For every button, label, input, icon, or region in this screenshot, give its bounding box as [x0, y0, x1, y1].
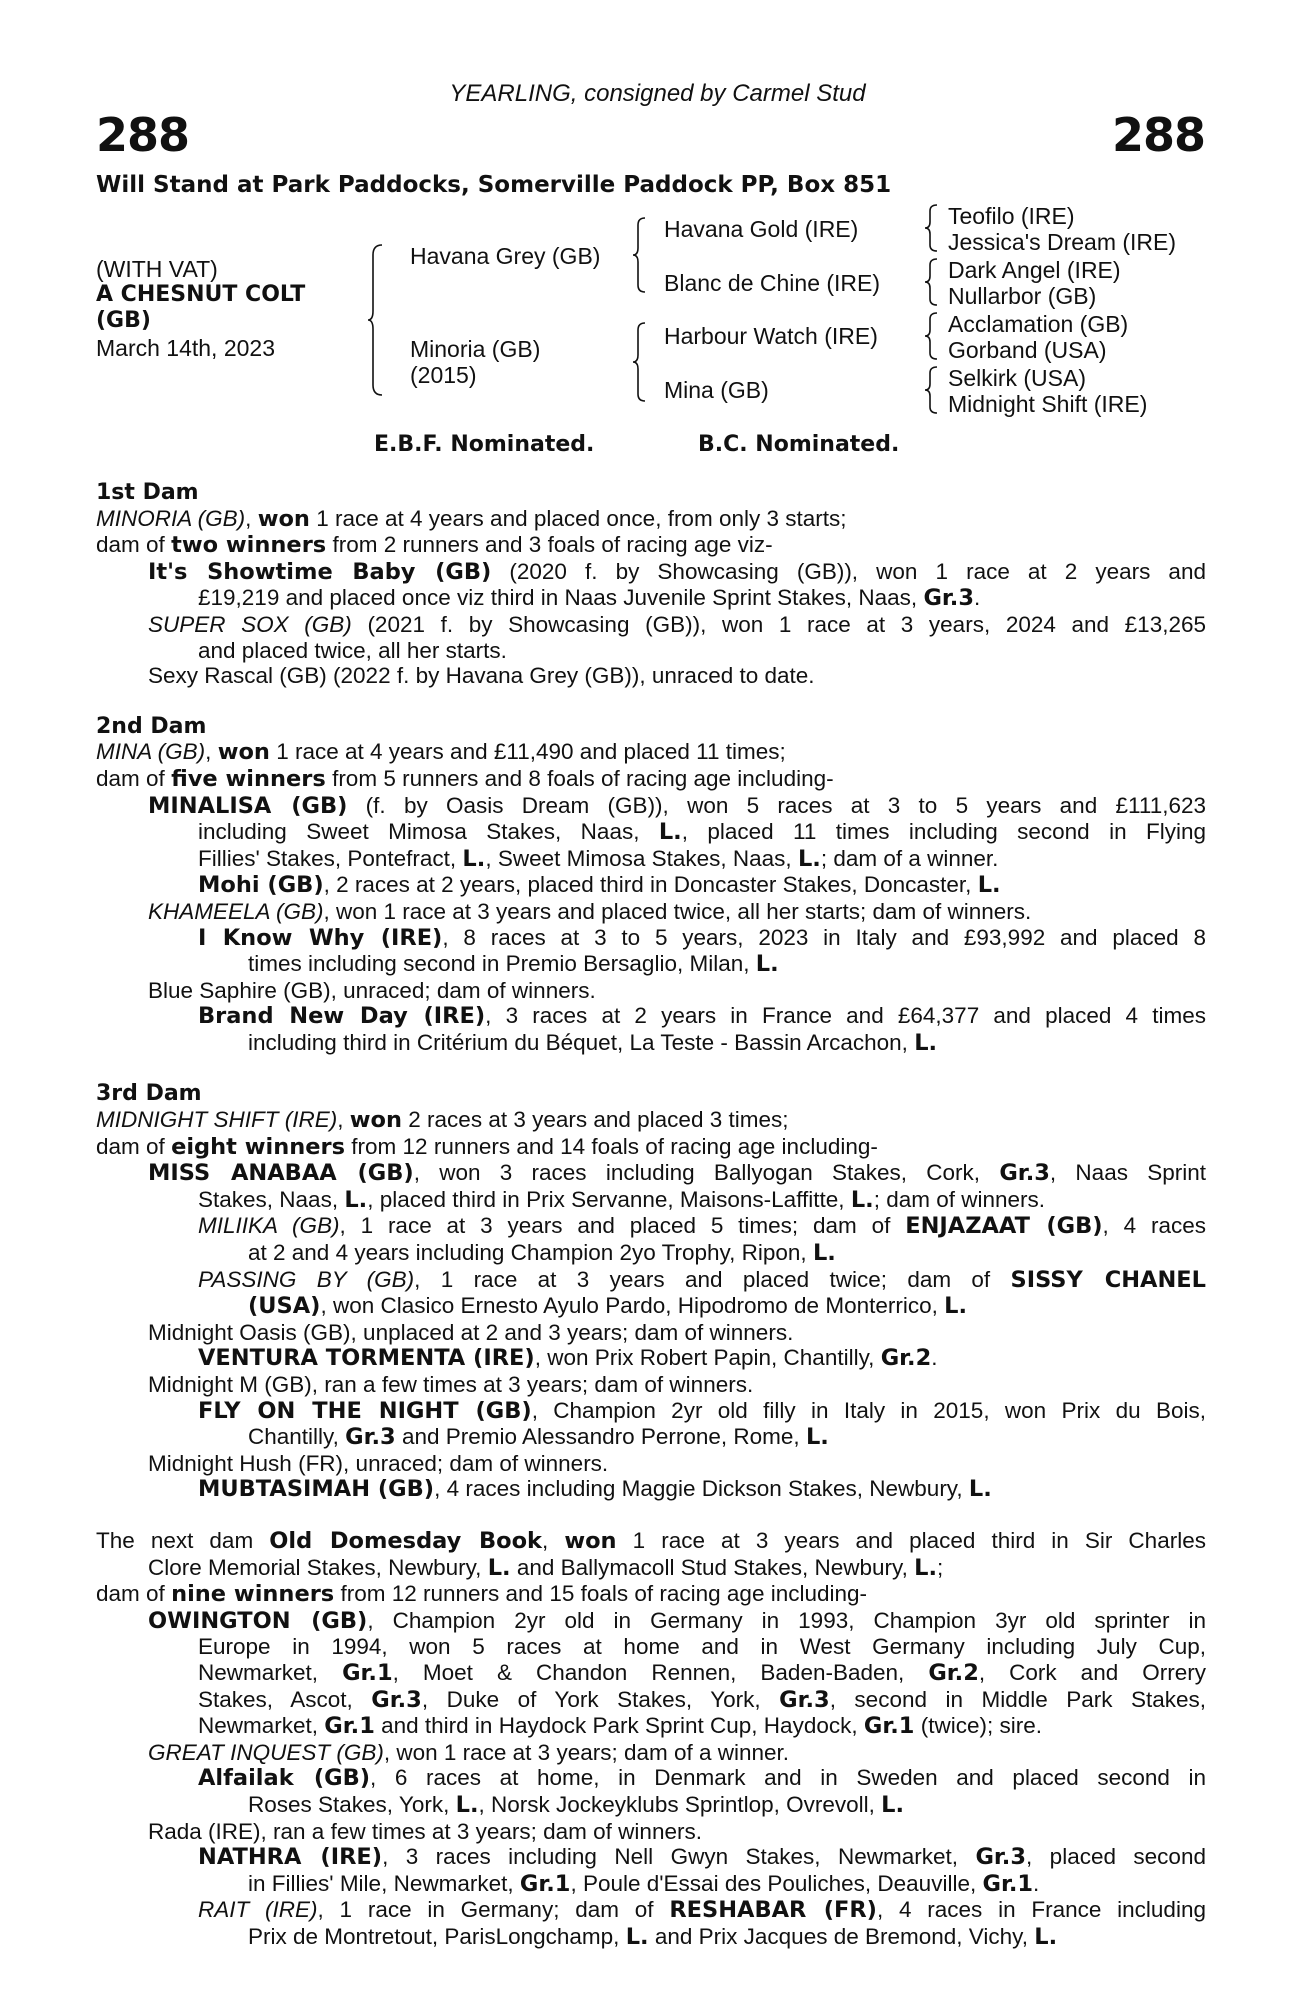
stand-location: Will Stand at Park Paddocks, Somerville Paddock PP, Box 851 [96, 172, 892, 198]
pedigree-sdd: Nullarbor (GB) [948, 283, 1097, 309]
horse-origin: (GB) [96, 308, 151, 333]
text-line: at 2 and 4 years including Champion 2yo Trophy, Ripon, L. [248, 1240, 836, 1267]
text-line: Fillies' Stakes, Pontefract, L., Sweet Mimosa Stakes, Naas, L.; dam of a winner. [198, 845, 999, 872]
text-line: and placed twice, all her starts. [198, 637, 507, 663]
text-line: (USA), won Clasico Ernesto Ayulo Pardo, Hipodromo de Monterrico, L. [248, 1293, 968, 1320]
text-line: RAIT (IRE), 1 race in Germany; dam of RESHABAR (FR), 4 races in France including [198, 1897, 1206, 1924]
text-line: Rada (IRE), ran a few times at 3 years; dam of winners. [148, 1818, 702, 1844]
pedigree-sss: Teofilo (IRE) [948, 203, 1075, 229]
text-line: Alfailak (GB), 6 races at home, in Denmark and in Sweden and placed second in [198, 1765, 1206, 1792]
text-line: Stakes, Naas, L., placed third in Prix Servanne, Maisons-Laffitte, L.; dam of winners. [198, 1186, 1046, 1213]
text-line: Midnight M (GB), ran a few times at 3 years; dam of winners. [148, 1372, 754, 1397]
text-line: Midnight Oasis (GB), unplaced at 2 and 3 years; dam of winners. [148, 1319, 794, 1345]
pedigree-bracket-sd [925, 259, 941, 305]
text-line: NATHRA (IRE), 3 races including Nell Gwyn Stakes, Newmarket, Gr.3, placed second [198, 1844, 1206, 1871]
text-line: OWINGTON (GB), Champion 2yr old in Germany in 1993, Champion 3yr old sprinter in [148, 1607, 1206, 1634]
pedigree-bracket-ds [925, 313, 941, 359]
horse-description: A CHESNUT COLT [96, 282, 306, 307]
pedigree-sire-dam: Blanc de Chine (IRE) [664, 270, 881, 296]
text-line: I Know Why (IRE), 8 races at 3 to 5 years, 2023 in Italy and £93,992 and placed 8 [198, 924, 1206, 951]
text-line: MUBTASIMAH (GB), 4 races including Maggie Dickson Stakes, Newbury, L. [198, 1476, 992, 1503]
foaling-date: March 14th, 2023 [96, 335, 276, 361]
text-line: MINA (GB), won 1 race at 4 years and £11,490 and placed 11 times; [96, 739, 786, 766]
text-line: in Fillies' Mile, Newmarket, Gr.1, Poule d'Essai des Pouliches, Deauville, Gr.1. [248, 1870, 1040, 1897]
text-line: Blue Saphire (GB), unraced; dam of winners. [148, 977, 596, 1003]
pedigree-bracket-dam [633, 323, 653, 401]
text-line: MIDNIGHT SHIFT (IRE), won 2 races at 3 years and placed 3 times; [96, 1107, 789, 1134]
text-line: including Sweet Mimosa Stakes, Naas, L., placed 11 times including second in Flying [198, 819, 1206, 846]
text-line: Prix de Montretout, ParisLongchamp, L. and Prix Jacques de Bremond, Vichy, L. [248, 1923, 1058, 1950]
pedigree-bracket-gen1 [368, 245, 388, 395]
text-line: Newmarket, Gr.1 and third in Haydock Park Sprint Cup, Haydock, Gr.1 (twice); sire. [198, 1713, 1042, 1740]
text-line: £19,219 and placed once viz third in Naas Juvenile Sprint Stakes, Naas, Gr.3. [198, 585, 981, 612]
text-line: Roses Stakes, York, L., Norsk Jockeyklubs Sprintlop, Ovrevoll, L. [248, 1791, 905, 1818]
first-dam-heading: 1st Dam [96, 480, 199, 505]
pedigree-sds: Dark Angel (IRE) [948, 257, 1121, 283]
text-line: Newmarket, Gr.1, Moet & Chandon Rennen, Baden-Baden, Gr.2, Cork and Orrery [198, 1659, 1206, 1686]
second-dam-heading: 2nd Dam [96, 713, 207, 739]
pedigree-sire-sire: Havana Gold (IRE) [664, 216, 859, 242]
pedigree-bracket-ss [925, 205, 941, 251]
third-dam-heading: 3rd Dam [96, 1081, 202, 1107]
text-line: GREAT INQUEST (GB), won 1 race at 3 years; dam of a winner. [148, 1739, 790, 1765]
pedigree-dam-sire: Harbour Watch (IRE) [664, 323, 878, 349]
text-line: Mohi (GB), 2 races at 2 years, placed third in Doncaster Stakes, Doncaster, L. [198, 872, 1001, 899]
pedigree-ssd: Jessica's Dream (IRE) [948, 229, 1177, 255]
text-line: Midnight Hush (FR), unraced; dam of winners. [148, 1450, 609, 1476]
text-line: It's Showtime Baby (GB) (2020 f. by Showcasing (GB)), won 1 race at 2 years and [148, 558, 1206, 585]
consignment-subtitle: YEARLING, consigned by Carmel Stud [449, 80, 866, 107]
lot-number-left: 288 [96, 108, 190, 162]
text-line: dam of two winners from 2 runners and 3 foals of racing age viz- [96, 532, 773, 559]
text-line: times including second in Premio Bersaglio, Milan, L. [248, 951, 779, 978]
ebf-nomination: E.B.F. Nominated. [374, 432, 595, 457]
text-line: KHAMEELA (GB), won 1 race at 3 years and placed twice, all her starts; dam of winners. [148, 898, 1032, 924]
pedigree-bracket-dd [925, 367, 941, 413]
text-line: Sexy Rascal (GB) (2022 f. by Havana Grey (GB)), unraced to date. [148, 663, 815, 689]
pedigree-dds: Selkirk (USA) [948, 365, 1087, 391]
text-line: VENTURA TORMENTA (IRE), won Prix Robert Papin, Chantilly, Gr.2. [198, 1345, 938, 1372]
lot-number-right: 288 [1111, 108, 1205, 162]
text-line: including third in Critérium du Béquet, La Teste - Bassin Arcachon, L. [248, 1029, 938, 1056]
text-line: dam of eight winners from 12 runners and 14 foals of racing age including- [96, 1133, 878, 1160]
text-line: Stakes, Ascot, Gr.3, Duke of York Stakes, York, Gr.3, second in Middle Park Stakes, [198, 1686, 1206, 1713]
text-line: Europe in 1994, won 5 races at home and in West Germany including July Cup, [198, 1634, 1206, 1660]
text-line: MILIIKA (GB), 1 race at 3 years and placed 5 times; dam of ENJAZAAT (GB), 4 races [198, 1213, 1206, 1240]
vat-note: (WITH VAT) [96, 256, 218, 282]
text-line: SUPER SOX (GB) (2021 f. by Showcasing (GB)), won 1 race at 3 years, 2024 and £13,265 [148, 611, 1206, 637]
text-line: MINORIA (GB), won 1 race at 4 years and placed once, from only 3 starts; [96, 505, 847, 532]
pedigree-sire: Havana Grey (GB) [410, 243, 601, 269]
bc-nomination: B.C. Nominated. [698, 432, 900, 457]
text-line: FLY ON THE NIGHT (GB), Champion 2yr old filly in Italy in 2015, won Prix du Bois, [198, 1397, 1206, 1424]
text-line: Brand New Day (IRE), 3 races at 2 years in France and £64,377 and placed 4 times [198, 1003, 1207, 1030]
pedigree-dam: Minoria (GB) [410, 336, 541, 362]
text-line: MISS ANABAA (GB), won 3 races including Ballyogan Stakes, Cork, Gr.3, Naas Sprint [148, 1160, 1206, 1187]
pedigree-ddd: Midnight Shift (IRE) [948, 391, 1148, 417]
text-line: dam of five winners from 5 runners and 8 foals of racing age including- [96, 765, 834, 792]
text-line: Clore Memorial Stakes, Newbury, L. and Ballymacoll Stud Stakes, Newbury, L.; [148, 1554, 944, 1581]
pedigree-bracket-sire [633, 218, 653, 292]
text-line: The next dam Old Domesday Book, won 1 race at 3 years and placed third in Sir Charles [96, 1527, 1206, 1554]
text-line: PASSING BY (GB), 1 race at 3 years and placed twice; dam of SISSY CHANEL [198, 1266, 1207, 1293]
pedigree-notes [96, 480, 1206, 1950]
pedigree-dam-dam: Mina (GB) [664, 377, 769, 403]
text-line: dam of nine winners from 12 runners and 15 foals of racing age including- [96, 1581, 868, 1608]
text-line: MINALISA (GB) (f. by Oasis Dream (GB)), won 5 races at 3 to 5 years and £111,623 [148, 792, 1206, 819]
pedigree-dsd: Gorband (USA) [948, 337, 1107, 363]
text-line: Chantilly, Gr.3 and Premio Alessandro Perrone, Rome, L. [248, 1424, 829, 1451]
pedigree-dss: Acclamation (GB) [948, 311, 1129, 337]
pedigree-dam-year: (2015) [410, 362, 477, 388]
